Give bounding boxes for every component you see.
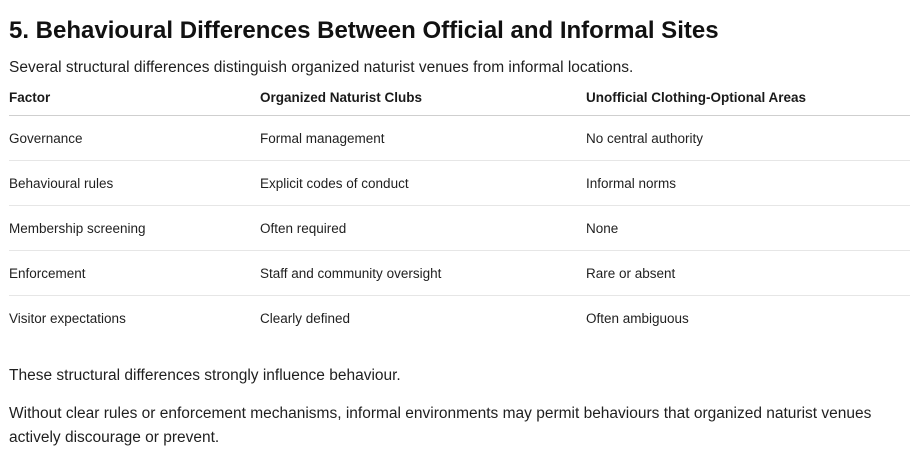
cell-organized: Staff and community oversight	[260, 251, 586, 296]
header-factor: Factor	[9, 80, 260, 116]
section-intro: Several structural differences distinguish organized naturist venues from informal locations.	[9, 59, 634, 76]
table-row	[9, 116, 910, 161]
cell-unofficial: Rare or absent	[586, 251, 910, 296]
cell-factor: Behavioural rules	[9, 161, 260, 206]
cell-organized: Clearly defined	[260, 310, 351, 326]
header-unofficial-areas: Unofficial Clothing-Optional Areas	[586, 80, 910, 116]
cell-organized: Often required	[260, 206, 586, 251]
header-organized-clubs: Organized Naturist Clubs	[260, 80, 586, 116]
table-row	[9, 251, 910, 296]
table-header-row	[9, 80, 910, 116]
cell-factor: Visitor expectations	[9, 310, 126, 326]
cell-factor: Membership screening	[9, 206, 260, 251]
comparison-table	[9, 80, 910, 340]
cell-unofficial: Informal norms	[586, 161, 910, 206]
cell-unofficial: None	[586, 206, 910, 251]
cell-factor: Enforcement	[9, 251, 260, 296]
table-row	[9, 206, 910, 251]
table-row	[9, 161, 910, 206]
paragraph-summary: These structural differences strongly influence behaviour.	[9, 367, 401, 384]
cell-factor: Governance	[9, 116, 260, 161]
cell-unofficial: Often ambiguous	[586, 310, 689, 326]
table-row	[9, 296, 910, 341]
section-title: 5. Behavioural Differences Between Official and Informal Sites	[9, 17, 719, 44]
cell-organized: Formal management	[260, 116, 586, 161]
cell-unofficial: No central authority	[586, 116, 910, 161]
paragraph-detail: Without clear rules or enforcement mechanisms, informal environments may permit behaviours that organized naturist venues actively discourage or prevent.	[9, 405, 872, 446]
cell-organized: Explicit codes of conduct	[260, 161, 586, 206]
